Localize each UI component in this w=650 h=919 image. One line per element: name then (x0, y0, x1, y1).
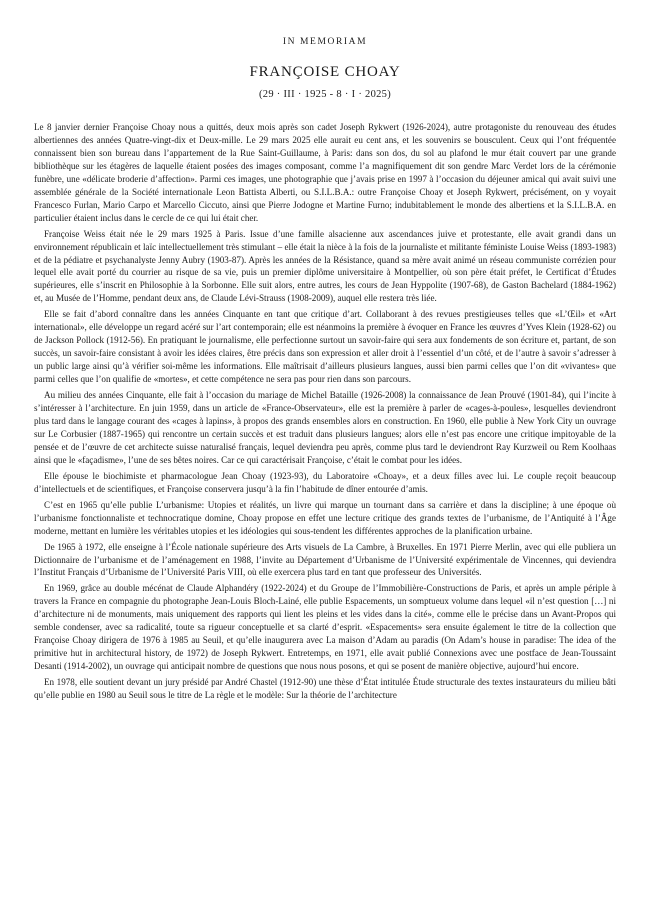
paragraph-6: C’est en 1965 qu’elle publie L’urbanisme: Utopies et réalités, un livre qui marque un tournant dans sa carrière et dans la discipline; à une époque où l’urbanisme fonctionnaliste et technocratique domine, Choay propose en effet une lecture critique des grands textes de l’urbanisme, de l’Antiquité à l’Âge moderne, mettant en lumière les véritables utopies et les idéologies qui sous-tendent les différentes approches de la planification urbaine. (34, 499, 616, 536)
paragraph-1: Le 8 janvier dernier Françoise Choay nous a quittés, deux mois après son cadet Joseph Rykwert (1926-2024), autre protagoniste du renouveau des études albertiennes des années Quatre-vingt-dix et Deux-mille. Le 29 mars 2025 elle aurait eu cent ans, et les souvenirs se bousculent. Ceux qui l’ont fréquentée connaissent bien son bureau dans l’appartement de la Rue Saint-Guillaume, à Paris: dans son dos, du sol au plafond le mur était couvert par une grande bibliothèque sur les étagères de laquelle étaient posées des images composant, comme l’a magnifiquement dit son gendre Marc Verdet lors de la cérémonie funèbre, une «délicate broderie d’affection». Parmi ces images, une photographie que j’avais prise en 1997 à l’occasion du déjeuner amical qui avait suivi une assemblée générale de la Société internationale Leon Battista Alberti, ou S.I.L.B.A.: outre Françoise Choay et Joseph Rykwert, précisément, on y voyait Francesco Furlan, Mario Carpo et Marcello Ciccuto, ainsi que Pierre Jodogne et Martine Furno; indubitablement le monde des albertiens et la S.I.L.B.A. en particulier étaient inclus dans le cercle de ce qui lui était cher. (34, 122, 616, 223)
article-title: FRANÇOISE CHOAY (249, 64, 401, 80)
paragraph-8: En 1969, grâce au double mécénat de Claude Alphandéry (1922-2024) et du Groupe de l’Immobilière-Constructions de Paris, et après un ample périple à travers la France en compagnie du photographe Jean-Louis Bloch-Lainé, elle publie Espacements, un somptueux volume dans lequel «il n’est question […] ni d’architecture ni de monuments, mais uniquement des rapports qui lient les pleins et les vides dans la cité», comme elle le précise dans un Avant-Propos qui semble condenser, avec sa radicalité, toute sa rigueur conceptuelle et sa clarté d’esprit. «Espacements» sera ensuite également le titre de la collection que Françoise Choay dirigera de 1976 à 1985 au Seuil, et qu’elle inaugurera avec La maison d’Adam au paradis (On Adam’s house in paradise: The idea of the primitive hut in architectural history, de 1972) de Joseph Rykwert. Entretemps, en 1971, elle avait publié Connexions avec une postface de Jean-Toussaint Desanti (1914-2002), un ouvrage qui anticipait nombre de questions que nous nous posons, et qui se posent de manière objective, aujourd’hui encore. (34, 583, 616, 672)
paragraph-2: Françoise Weiss était née le 29 mars 1925 à Paris. Issue d’une famille alsacienne aux ascendances juive et protestante, elle avait grandi dans un environnement républicain et laïc intellectuellement très stimulant – elle était la nièce à la fois de la journaliste et militante féministe Louise Weiss (1893-1983) et de la pédiatre et psychanalyste Jenny Aubry (1903-87). Après les années de la Résistance, quand sa mère avait animé un réseau communiste corrézien pour lequel elle avait porté du courrier au risque de sa vie, puis un premier diplôme universitaire à Montpellier, où son père était préfet, le Certificat d’Études supérieures, elle s’inscrit en Philosophie à la Sorbonne. Elle suit alors, entre autres, les cours de Jean Hyppolite (1907-68), de Gaston Bachelard (1884-1962) et, au Musée de l’Homme, pendant deux ans, de Claude Lévi-Strauss (1908-2009), auquel elle restera très liée. (34, 228, 616, 304)
life-dates: (29 · III · 1925 - 8 · I · 2025) (258, 89, 392, 100)
paragraph-7: De 1965 à 1972, elle enseigne à l’École nationale supérieure des Arts visuels de La Cambre, à Bruxelles. En 1971 Pierre Merlin, avec qui elle publiera un Dictionnaire de l’urbanisme et de l’aménagement en 1988, l’invite au Département d’Urbanisme de l’Université expérimentale de Vincennes, qui deviendra l’Institut Français d’Urbanisme de l’Université Paris VIII, où elle exercera plus tard en tant que professeur des Universités. (34, 541, 616, 578)
paragraph-3: Elle se fait d’abord connaître dans les années Cinquante en tant que critique d’art. Collaborant à des revues prestigieuses telles que «L’Œil» et «Art international», elle développe un regard acéré sur l’art contemporain; elle est néanmoins la première à évoquer en France les œuvres d’Yves Klein (1928-62) ou de Jackson Pollock (1912-56). En pratiquant le journalisme, elle perfectionne surtout un savoir-faire qui sera aux fondements de son écriture et, partant, de son succès, un savoir-faire consistant à avoir les idées claires, être précis dans son expression et aller droit à l’essentiel d’un côté, et de l’autre à savoir s’adresser à un public large ainsi qu’à vérifier soi-même les informations. Elle maîtrisait d’ailleurs plusieurs langues, aussi bien parmi celles que l’on dit «vivantes» que parmi celles que l’on qualifie de «mortes», et cette compétence ne sera pas pour rien dans son parcours. (34, 309, 616, 385)
article-body (34, 121, 616, 705)
paragraph-9: En 1978, elle soutient devant un jury présidé par André Chastel (1912-90) une thèse d’État intitulée Étude structurale des textes instaurateurs du milieu bâti qu’elle publie en 1980 au Seuil sous le titre de La règle et le modèle: Sur la théorie de l’architecture (34, 677, 616, 701)
paragraph-4: Au milieu des années Cinquante, elle fait à l’occasion du mariage de Michel Bataille (1926-2008) la connaissance de Jean Prouvé (1901-84), qui l’incite à s’intéresser à l’architecture. En juin 1959, dans un article de «France-Observateur», elle est la première à parler de «cages-à-poules», lesquelles deviendront plus tard dans le langage courant des «cages à lapins», à propos des grands ensembles alors en construction. En 1960, elle publie à New York City un ouvrage sur Le Corbusier (1887-1965) qui rencontre un certain succès et est traduit dans plusieurs langues; alors elle n’est pas encore une critique impitoyable de la pensée et de l’œuvre de cet architecte suisse naturalisé français, lequel deviendra peu après, comme plus tard le deviendront Ray Kurzweil ou Rem Koolhaas ainsi que le «façadisme», l’une de ses bêtes noires. Car ce qui caractérisait Françoise, c’était le combat pour les idées. (34, 390, 616, 465)
paragraph-5: Elle épouse le biochimiste et pharmacologue Jean Choay (1923-93), du Laboratoire «Choay», et a deux filles avec lui. Le couple reçoit beaucoup d’intellectuels et de scientifiques, et Françoise conservera jusqu’à la fin l’habitude de dîner entourée d’amis. (34, 470, 616, 494)
section-label: IN MEMORIAM (282, 37, 368, 47)
